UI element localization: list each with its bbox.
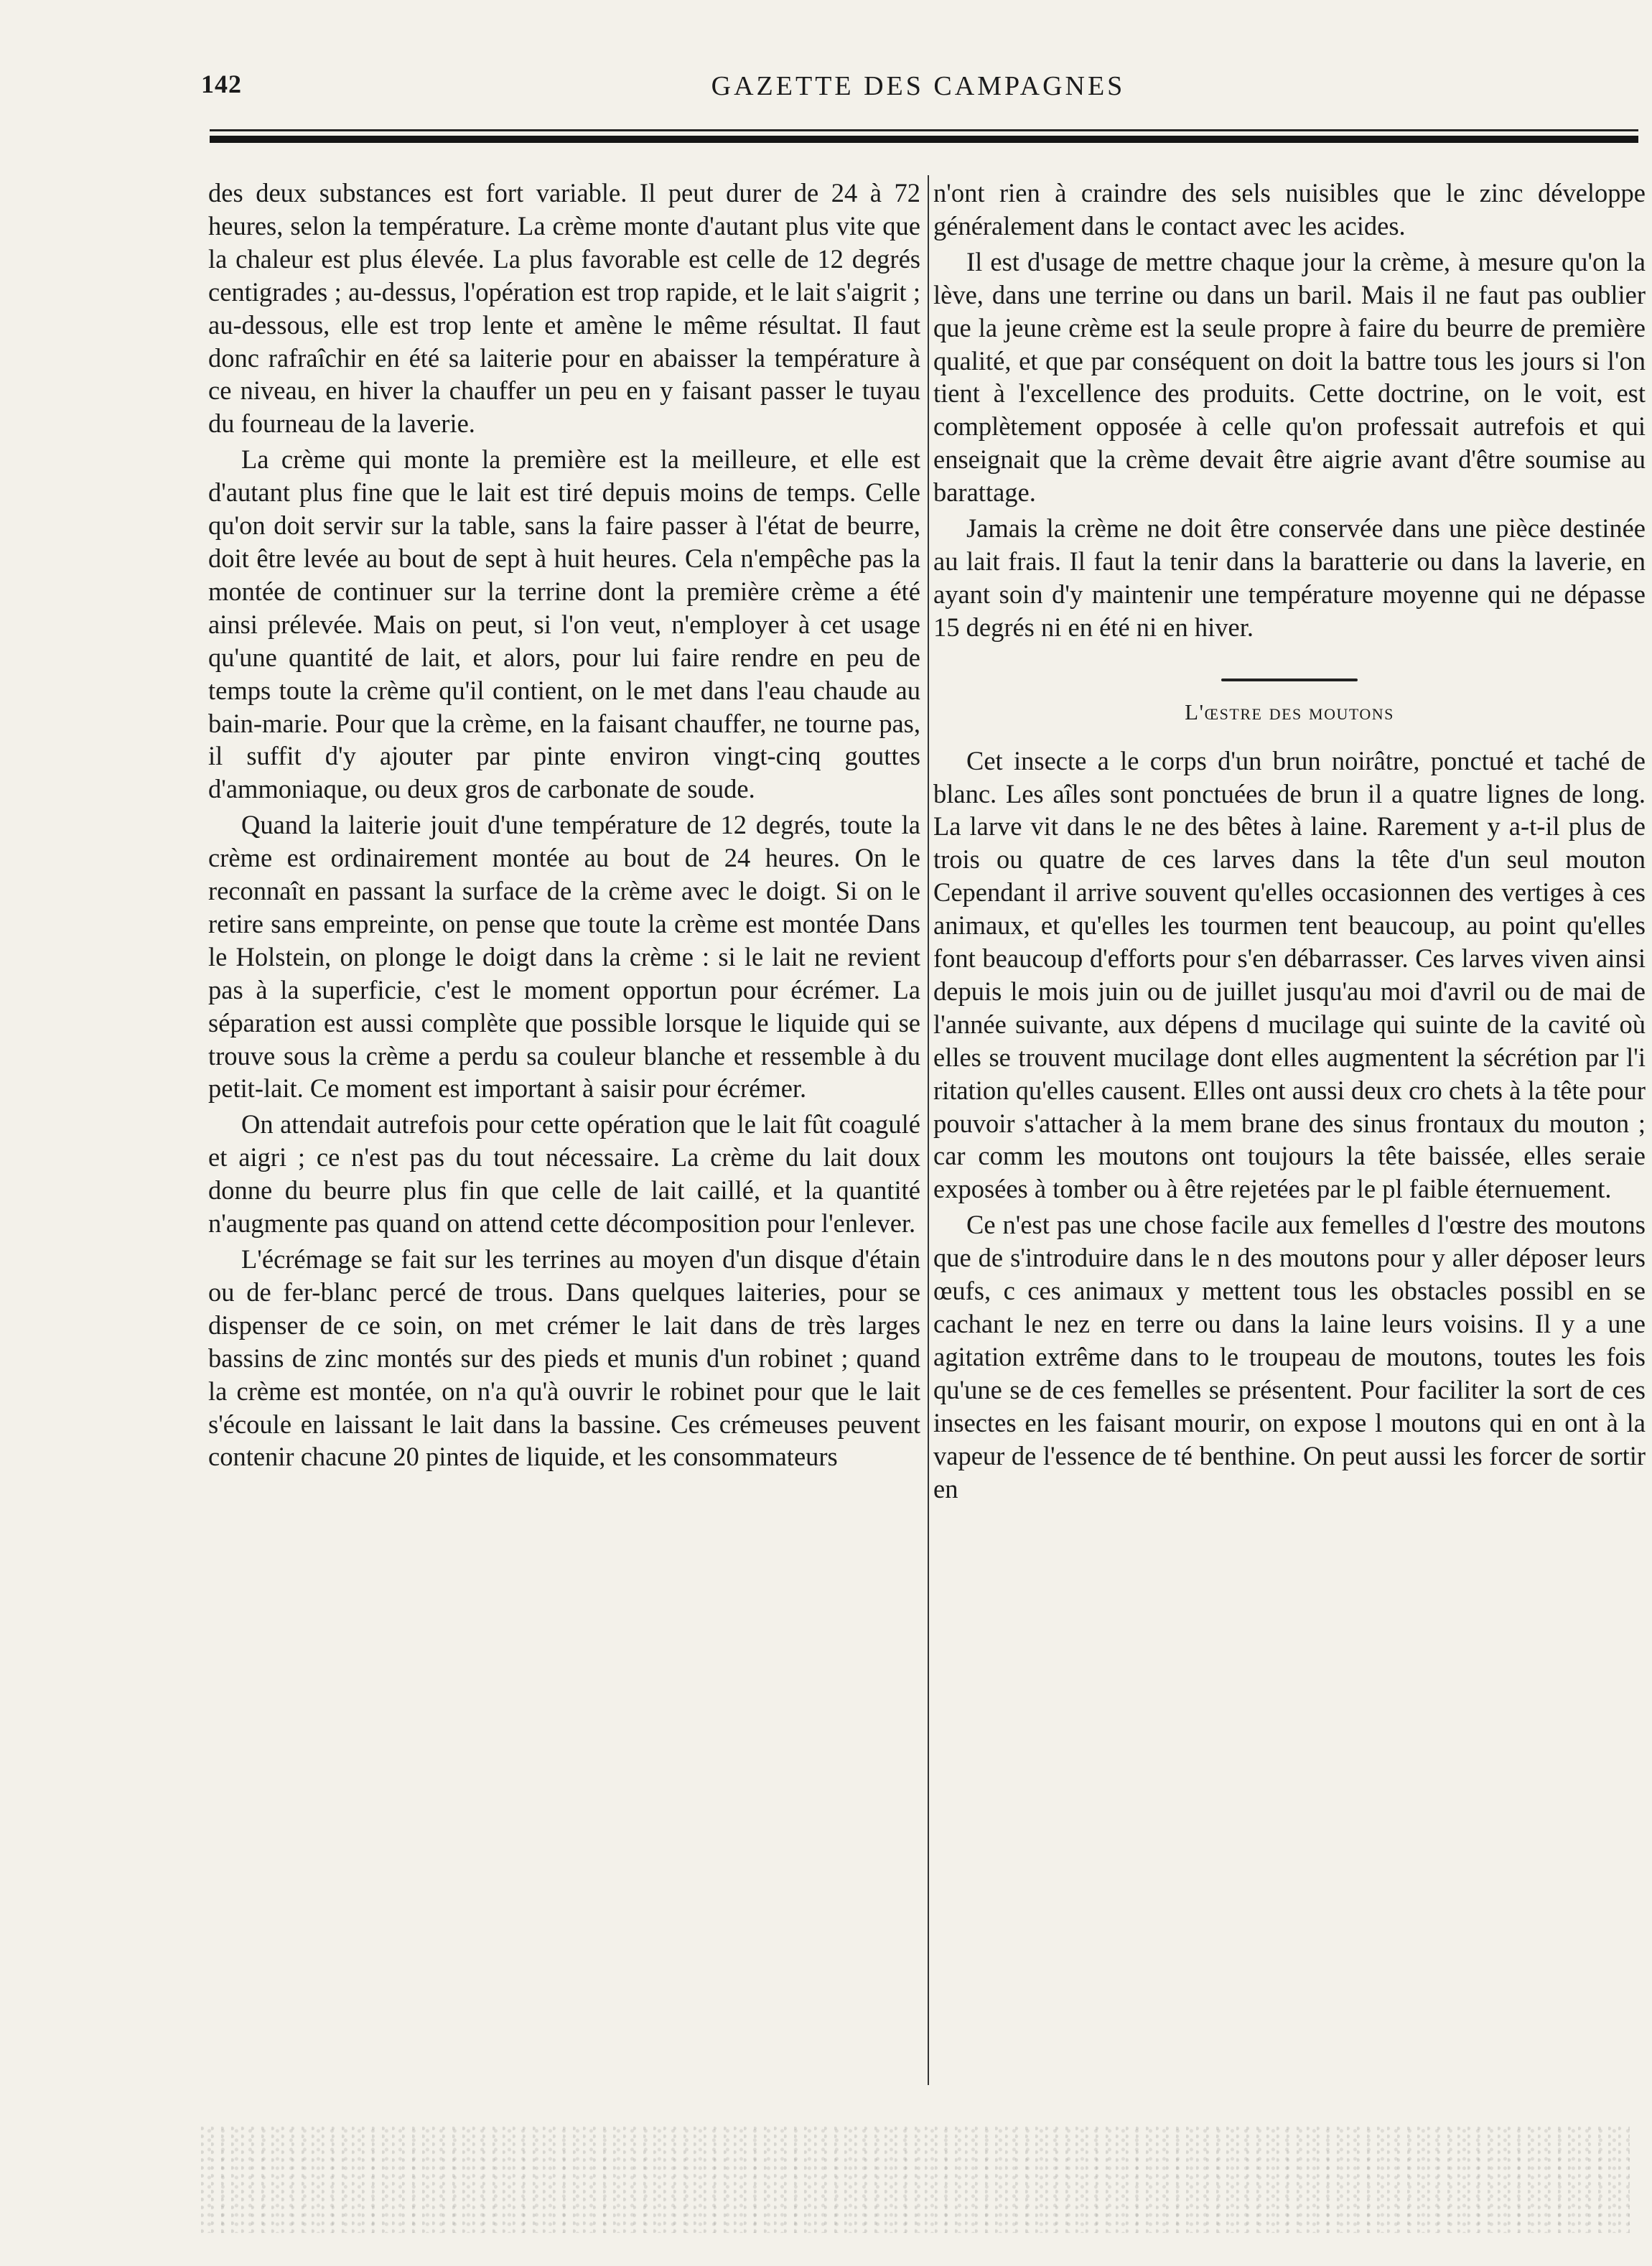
paragraph: Jamais la crème ne doit être conservée dans une pièce destinée au lait frais. Il faut la tenir dans la baratterie ou dans la laverie, en ayant soin d'y maintenir une température moyenne qui ne dépasse 15 degrés ni en été ni en hiver. — [933, 513, 1646, 642]
right-column — [933, 177, 1646, 1505]
section-separator — [1221, 679, 1358, 681]
paragraph: des deux substances est fort variable. Il peut durer de 24 à 72 heures, selon la température. La crème monte d'autant plus vite que la chaleur est plus élevée. La plus favorable est celle de 12 degrés centigrades ; au-dessus, l'opération est trop rapide, et le lait s'aigrit ; au-dessous, elle est trop lente et amène le même résultat. Il faut donc rafraîchir en été sa laiterie pour en abaisser la température à ce niveau, en hiver la chauffer un peu en y faisant passer le tuyau du fourneau de la laverie. — [208, 178, 920, 439]
print-noise — [201, 2125, 1630, 2233]
left-column — [208, 177, 920, 1473]
paragraph: Il est d'usage de mettre chaque jour la crème, à mesure qu'on la lève, dans une terrine ou dans un baril. Mais il ne faut pas oublier que la jeune crème est la seule propre à faire du beurre de première qualité, et que par conséquent on doit la battre tous les jours si l'on tient à l'excellence des produits. Cette doctrine, on le voit, est complètement opposée à celle qu'on professait autrefois et qui enseignait que la crème devait être aigrie avant d'être soumise au barattage. — [933, 246, 1646, 508]
paragraph: La crème qui monte la première est la meilleure, et elle est d'autant plus fine que le lait est tiré depuis moins de temps. Celle qu'on doit servir sur la table, sans la faire passer à l'état de beurre, doit être levée au bout de sept à huit heures. Cela n'empêche pas la montée de continuer sur la terrine dont la première crème a été ainsi prélevée. Mais on peut, si l'on veut, n'employer à cet usage qu'une quantité de lait, et alors, pour lui faire rendre en peu de temps toute la crème qu'il contient, on le met dans l'eau chaude au bain-marie. Pour que la crème, en la faisant chauffer, ne tourne pas, il suffit d'y ajouter par pinte environ vingt-cinq gouttes d'ammoniaque, ou deux gros de carbonate de soude. — [208, 444, 920, 804]
header-rule-thin — [210, 129, 1638, 131]
running-title: GAZETTE DES CAMPAGNES — [711, 71, 1126, 101]
paragraph: Cet insecte a le corps d'un brun noirâtre, ponctué et taché de blanc. Les aîles sont ponctuées de brun il a quatre lignes de long. La larve vit dans le ne des bêtes à laine. Rarement y a-t-il plus de trois ou quatre de ces larves dans la tête d'un seul mouton Cependant il arrive souvent qu'elles occasionnen des vertiges à ces animaux, et qu'elles les tourmen tent beaucoup, au point qu'elles font beaucoup d'efforts pour s'en débarrasser. Ces larves viven ainsi depuis le mois juin ou de juillet jusqu'au moi d'avril ou de mai de l'année suivante, aux dépens d mucilage qui suinte de la cavité où elles se trouvent mucilage dont elles augmentent la sécrétion par l'i ritation qu'elles causent. Elles ont aussi deux cro chets à la tête pour pouvoir s'attacher à la mem brane des sinus frontaux du mouton ; car comm les moutons ont toujours la tête baissée, elles seraie exposées à tomber ou à être rejetées par le pl faible éternuement. — [933, 745, 1646, 1204]
page-number: 142 — [201, 70, 242, 98]
paragraph: L'écrémage se fait sur les terrines au moyen d'un disque d'étain ou de fer-blanc percé de trous. Dans quelques laiteries, pour se dispenser de ce soin, on met crémer le lait dans de très larges bassins de zinc montés sur des pieds et munis d'un robinet ; quand la crème est montée, on n'a qu'à ouvrir le robinet pour que le lait s'écoule en laissant le lait dans la bassine. Ces crémeuses peuvent contenir chacune 20 pintes de liquide, et les consommateurs — [208, 1244, 920, 1472]
column-divider — [928, 175, 929, 2085]
page-header — [201, 69, 1635, 112]
paragraph: n'ont rien à craindre des sels nuisibles que le zinc développe généralement dans le contact avec les acides. — [933, 178, 1646, 241]
section-title: L'œstre des moutons — [1185, 699, 1394, 724]
header-rule-thick — [210, 136, 1638, 143]
paragraph: On attendait autrefois pour cette opération que le lait fût coagulé et aigri ; ce n'est pas du tout nécessaire. La crème du lait doux donne du beurre plus fin que celle de lait caillé, et la quantité n'augmente pas quand on attend cette décomposition pour l'enlever. — [208, 1109, 920, 1239]
paragraph: Ce n'est pas une chose facile aux femelles d l'œstre des moutons que de s'introduire dans le n des moutons pour y aller déposer leurs œufs, c ces animaux y mettent tous les obstacles possibl en se cachant le nez en terre ou dans la laine leurs voisins. Il y a une agitation extrême dans to le troupeau de moutons, toutes les fois qu'une se de ces femelles se présentent. Pour faciliter la sort de ces insectes en les faisant mourir, on expose l moutons qui en ont à la vapeur de l'essence de té benthine. On peut aussi les forcer de sortir en — [933, 1210, 1646, 1503]
paragraph: Quand la laiterie jouit d'une température de 12 degrés, toute la crème est ordinairement montée au bout de 24 heures. On le reconnaît en passant la surface de la crème avec le doigt. Si on le retire sans empreinte, on pense que toute la crème est montée Dans le Holstein, on plonge le doigt dans la crème : si le lait ne revient pas à la superficie, c'est le moment opportun pour écrémer. La séparation est aussi complète que possible lorsque le liquide qui se trouve sous la crème a perdu sa couleur blanche et ressemble à du petit-lait. Ce moment est important à saisir pour écrémer. — [208, 810, 920, 1104]
